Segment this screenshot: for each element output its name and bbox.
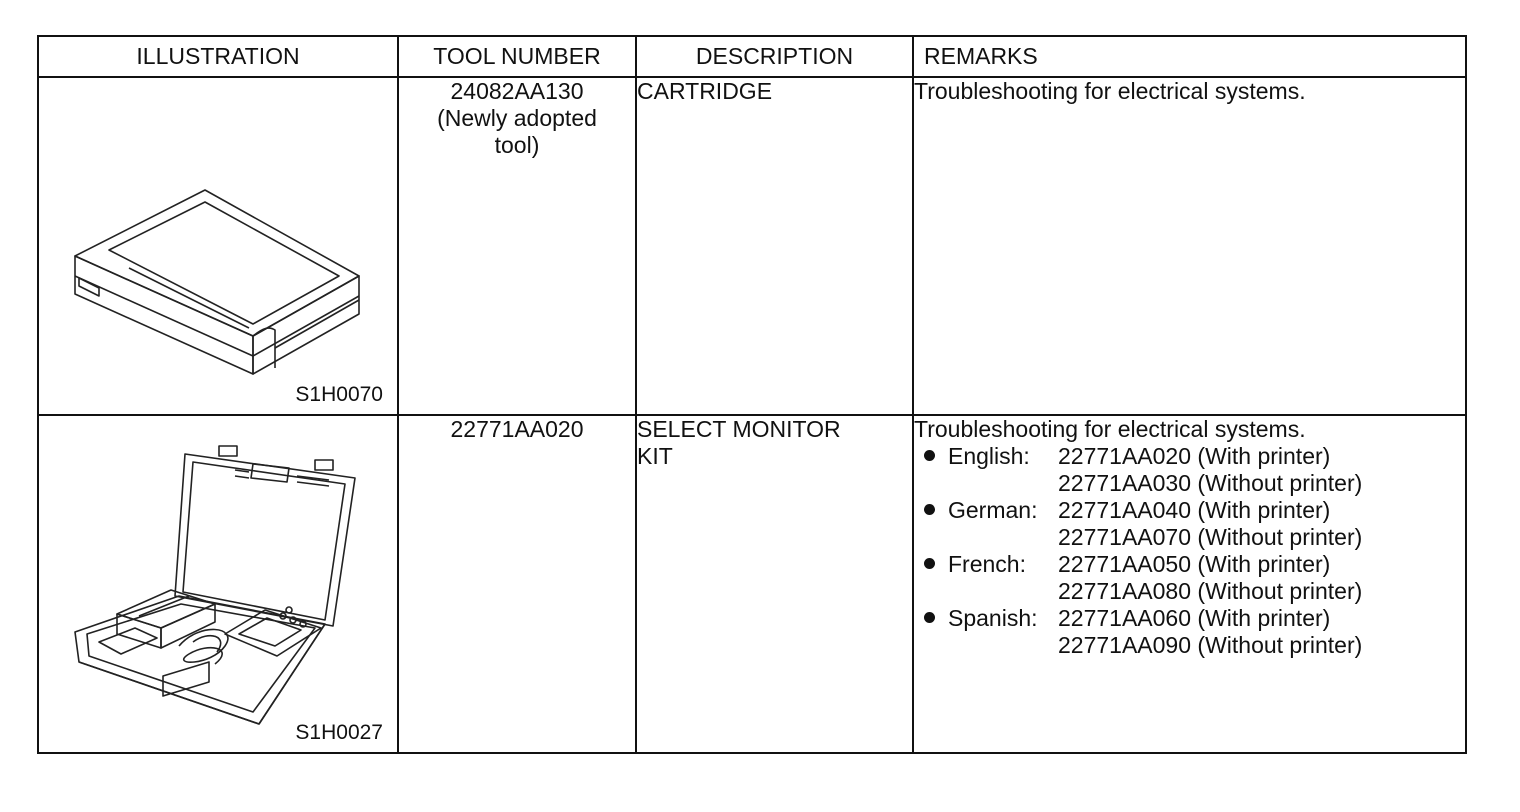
tool-number-cell: [398, 77, 636, 415]
tool-note: (Newly adopted: [437, 105, 597, 131]
description-cell: [636, 77, 913, 415]
part-with-printer: 22771AA050 (With printer): [1058, 551, 1331, 577]
cartridge-icon: [39, 78, 397, 414]
header-remarks: REMARKS: [913, 36, 1466, 77]
part-without-printer: 22771AA090 (Without printer): [1058, 632, 1363, 658]
header-illustration: ILLUSTRATION: [38, 36, 398, 77]
header-description: DESCRIPTION: [636, 36, 913, 77]
description: CARTRIDGE: [637, 78, 773, 104]
variant-language: German:: [948, 497, 1038, 523]
variant-language: Spanish:: [948, 605, 1038, 631]
bullet-icon: [914, 497, 948, 524]
figure-code: S1H0027: [295, 721, 383, 744]
illustration-cell: [38, 77, 398, 415]
select-monitor-kit-case-icon: [39, 416, 397, 752]
list-item: [914, 497, 1465, 551]
part-with-printer: 22771AA040 (With printer): [1058, 497, 1331, 523]
description-cell: [636, 415, 913, 753]
list-item: [914, 443, 1465, 497]
figure-code: S1H0070: [295, 383, 383, 406]
part-without-printer: 22771AA070 (Without printer): [1058, 524, 1363, 550]
tool-number-cell: [398, 415, 636, 753]
list-item: [914, 551, 1465, 605]
part-with-printer: 22771AA020 (With printer): [1058, 443, 1331, 469]
variant-language: English:: [948, 443, 1030, 469]
special-tools-table: [37, 35, 1467, 754]
bullet-icon: [914, 551, 948, 578]
table-row: [38, 77, 1466, 415]
remarks-cell: [913, 77, 1466, 415]
tool-number: 24082AA130: [450, 78, 584, 104]
table-row: [38, 415, 1466, 753]
description: KIT: [637, 443, 673, 469]
tool-note: tool): [494, 132, 540, 158]
description: SELECT MONITOR: [637, 416, 841, 442]
part-with-printer: 22771AA060 (With printer): [1058, 605, 1331, 631]
illustration-cell: [38, 415, 398, 753]
header-row: [38, 36, 1466, 77]
header-tool-number: TOOL NUMBER: [398, 36, 636, 77]
tool-number: 22771AA020: [450, 416, 584, 442]
list-item: [914, 605, 1465, 659]
bullet-icon: [914, 605, 948, 632]
variant-language: French:: [948, 551, 1026, 577]
remarks: Troubleshooting for electrical systems.: [914, 416, 1306, 442]
remarks-cell: [913, 415, 1466, 753]
part-without-printer: 22771AA030 (Without printer): [1058, 470, 1363, 496]
part-without-printer: 22771AA080 (Without printer): [1058, 578, 1363, 604]
bullet-icon: [914, 443, 948, 470]
remarks: Troubleshooting for electrical systems.: [914, 78, 1306, 104]
